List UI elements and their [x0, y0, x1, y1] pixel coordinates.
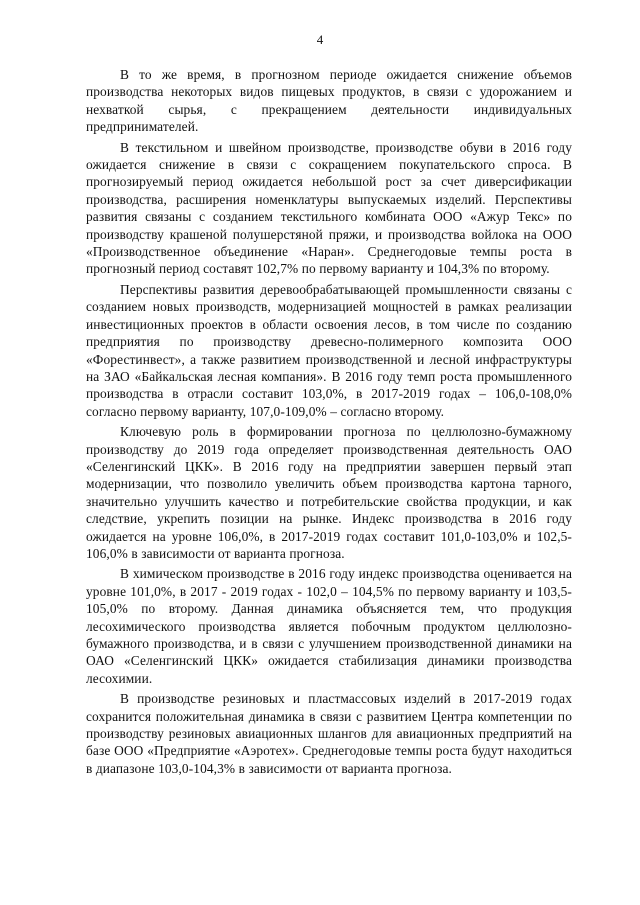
paragraph-chemical-production: В химическом производстве в 2016 году индекс производства оценивается на уровне 101,0%, в 2017 - 2019 годах - 102,0 – 104,5% по первому варианту и 103,5-105,0% по второму. Данная динамика объясняется тем, что продукция лесохимического производства является побочным продуктом целлюлозно-бумажного производства, и в связи с улучшением производственной динамики на ОАО «Селенгинский ЦКК» ожидается стабилизация динамики производства лесохимии. — [86, 566, 572, 686]
paragraph-rubber-plastic-production: В производстве резиновых и пластмассовых изделий в 2017-2019 годах сохранится положительная динамика в связи с развитием Центра компетенции по производству резиновых авиационных шлангов для авиационных предприятий на базе ООО «Предприятие «Аэротех». Среднегодовые темпы роста будут находиться в диапазоне 103,0-104,3% в зависимости от варианта прогноза. — [86, 691, 572, 776]
paragraph-textile-production: В текстильном и швейном производстве, производстве обуви в 2016 году ожидается снижение в связи с сокращением покупательского спроса. В прогнозируемый период ожидается небольшой рост за счет диверсификации производства, расширения номенклатуры выпускаемых изделий. Перспективы развития связаны с созданием текстильного комбината ООО «Ажур Текс» по производству крашеной полушерстяной пряжи, и производства войлока на ООО «Производственное объединение «Наран». Среднегодовые темпы роста в прогнозный период составят 102,7% по первому варианту и 104,3% по второму. — [86, 139, 572, 277]
document-body — [86, 66, 572, 780]
paragraph-woodworking-industry: Перспективы развития деревообрабатывающей промышленности связаны с созданием новых производств, модернизацией мощностей в рамках реализации инвестиционных проектов в области освоения лесов, в том числе по созданию предприятия по производству древесно-полимерного композита ООО «Форестинвест», а также развитием производственной и лесной инфраструктуры на ЗАО «Байкальская лесная компания». В 2016 году темп роста промышленного производства в отрасли составит 103,0%, в 2017-2019 годах – 106,0-108,0% согласно первому варианту, 107,0-109,0% – согласно второму. — [86, 281, 572, 419]
page-number: 4 — [316, 32, 324, 47]
paragraph-food-production: В то же время, в прогнозном периоде ожидается снижение объемов производства некоторых видов пищевых продуктов, в связи с удорожанием и нехваткой сырья, с прекращением деятельности индивидуальных предпринимателей. — [86, 67, 572, 135]
paragraph-pulp-paper-production: Ключевую роль в формировании прогноза по целлюлозно-бумажному производству до 2019 года определяет производственная деятельность ОАО «Селенгинский ЦКК». В 2016 году на предприятии завершен первый этап модернизации, что позволило увеличить объем производства картона тарного, значительно улучшить качество и потребительские свойства продукции, и как следствие, укрепить позиции на рынке. Индекс производства в 2016 году ожидается на уровне 106,0%, в 2017-2019 годах составит 101,0-103,0% и 102,5-106,0% в зависимости от варианта прогноза. — [86, 424, 572, 561]
